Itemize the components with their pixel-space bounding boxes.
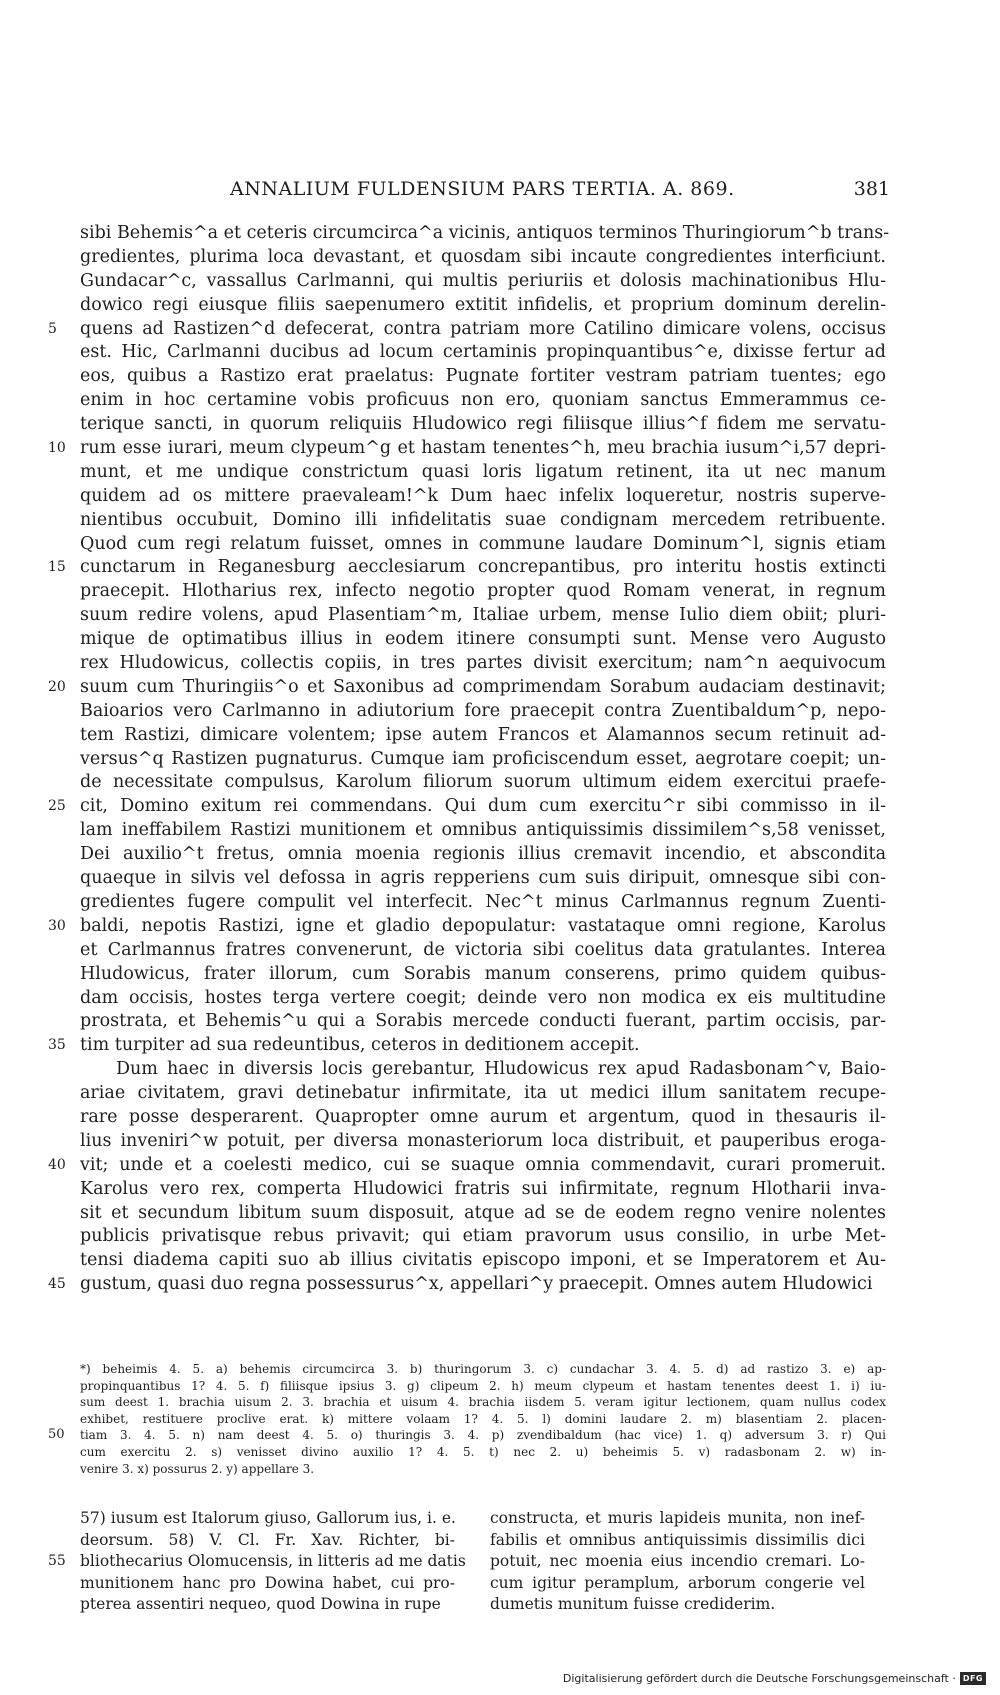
text-line [80, 270, 886, 294]
line-text: Gundacar^c, vassallus Carlmanni, qui multis periuriis et dolosis machinationibus Hlu- [80, 270, 886, 291]
text-line [80, 1249, 886, 1273]
line-number: 15 [48, 559, 66, 576]
digitization-footer [563, 1672, 986, 1685]
text-line [80, 365, 886, 389]
line-text: rum esse iurari, meum clypeum^g et hastam tenentes^h, meu brachia iusum^i,57 depri- [80, 438, 886, 459]
variant-note-line [48, 1427, 886, 1444]
text-line [80, 580, 886, 604]
line-text: munt, et me undique constrictum quasi loris ligatum retinent, ita ut nec manum [80, 461, 886, 482]
line-text: dumetis munitum fuisse crediderim. [490, 1595, 776, 1614]
commentary-line [80, 1530, 455, 1552]
text-line [80, 724, 886, 748]
text-line [48, 437, 886, 461]
text-line [80, 246, 886, 270]
line-number: 45 [48, 1276, 66, 1293]
commentary-line [490, 1594, 865, 1616]
line-text: nientibus occubuit, Domino illi infidelitatis suae condignam mercedem retribuente. [80, 509, 886, 530]
line-text: gustum, quasi duo regna possessurus^x, appellari^y praecepit. Omnes autem Hludowici [80, 1274, 873, 1295]
line-text: tem Rastizi, dimicare volentem; ipse autem Francos et Alamannos secum retinuit ad- [80, 724, 886, 745]
line-text: tensi diadema capiti suo ab illius civitatis episcopo imponi, et se Imperatorem et Au- [80, 1250, 886, 1271]
text-line [80, 222, 890, 246]
text-line [80, 867, 886, 891]
text-line [48, 318, 886, 342]
line-text: Baioarios vero Carlmanno in adiutorium fore praecepit contra Zuentibaldum^p, nepo- [80, 700, 886, 721]
text-line [80, 485, 886, 509]
text-line [80, 891, 886, 915]
line-text: gredientes fugere compulit vel interfecit. Nec^t minus Carlmannus regnum Zuenti- [80, 891, 886, 912]
text-line [80, 509, 886, 533]
variant-note-line [80, 1411, 886, 1428]
commentary-line [490, 1508, 865, 1530]
line-text: cit, Domino exitum rei commendans. Qui dum cum exercitu^r sibi commisso in il- [80, 796, 886, 817]
line-text: cunctarum in Reganesburg aecclesiarum concrepantibus, pro interitu hostis extincti [80, 557, 886, 578]
line-number: 20 [48, 678, 66, 695]
line-number: 25 [48, 798, 66, 815]
text-line [48, 915, 886, 939]
text-line [80, 1130, 886, 1154]
text-line [80, 771, 886, 795]
line-text: munitionem hanc pro Dowina habet, cui pro- [80, 1573, 455, 1592]
line-text: tim turpiter ad sua redeuntibus, ceteros in deditionem accepit. [80, 1035, 640, 1056]
line-text: 57) iusum est Italorum giuso, Gallorum ius, i. e. [80, 1509, 456, 1527]
footer-credit: Digitalisierung gefördert durch die Deutsche Forschungsgemeinschaft · [562, 1672, 956, 1685]
text-line [80, 1058, 886, 1082]
main-text-block [48, 222, 890, 1297]
variant-note-line [80, 1444, 886, 1461]
text-line [80, 1082, 886, 1106]
text-line [48, 1273, 886, 1297]
variant-note-line [80, 1394, 886, 1411]
line-text: quaeque in silvis vel defossa in agris repperiens cum suis diripuit, omnesque sibi con- [80, 868, 886, 889]
line-text: sibi Behemis^a et ceteris circumcirca^a vicinis, antiquos terminos Thuringiorum^b trans- [80, 223, 890, 243]
line-text: gredientes, plurima loca devastant, et quosdam sibi incaute congredientes interficiunt. [80, 246, 886, 267]
line-text: enim in hoc certamine vobis proficuus non ero, quoniam sanctus Emmerammus ce- [80, 390, 886, 411]
line-text: suum cum Thuringiis^o et Saxonibus ad comprimendam Sorabum audaciam destinavit; [80, 676, 886, 697]
variant-notes [48, 1361, 886, 1477]
line-text: et Carlmannus fratres convenerunt, de victoria sibi coelitus data gratulantes. Interea [80, 939, 886, 960]
line-text: exhibet, restituere proclive erat. k) mittere volaam 1? 4. 5. l) domini laudare 2. m) blasentiam 2. placen- [80, 1411, 886, 1426]
line-text: propinquantibus 1? 4. 5. f) filiisque ipsius 3. g) clipeum 2. h) meum clypeum et hastam tenentes deest 1. i) iu- [80, 1378, 886, 1393]
commentary-right-column [490, 1508, 865, 1616]
line-text: venire 3. x) possurus 2. y) appellare 3. [80, 1461, 315, 1476]
text-line [80, 963, 886, 987]
commentary-line [490, 1573, 865, 1595]
line-text: *) beheimis 4. 5. a) behemis circumcirca 3. b) thuringorum 3. c) cundachar 3. 4. 5. d) ad rastizo 3. e) ap- [80, 1362, 886, 1376]
line-number: 10 [48, 440, 66, 457]
text-line [80, 1178, 886, 1202]
line-text: de necessitate compulsus, Karolum filiorum suorum ultimum eidem exercitui praefe- [80, 772, 886, 793]
text-line [48, 795, 886, 819]
line-text: potuit, nec moenia eius incendio cremari. Lo- [490, 1552, 865, 1571]
line-text: sit et secundum libitum suum disposuit, atque ad se de eodem regno venire nolentes [80, 1202, 886, 1223]
text-line [48, 1034, 886, 1058]
text-line [48, 556, 886, 580]
text-line [80, 533, 886, 557]
text-line [80, 341, 886, 365]
commentary-line [80, 1508, 455, 1530]
text-line [80, 748, 886, 772]
line-text: tiam 3. 4. 5. n) nam deest 4. 5. o) thuringis 3. 4. p) zvendibaldum (hac vice) 1. q) adversum 3. r) Qui [80, 1428, 886, 1443]
variant-note-line [80, 1378, 886, 1395]
line-text: prostrata, et Behemis^u qui a Sorabis mercede conducti fuerant, partim occisis, par- [80, 1011, 886, 1032]
line-text: lius inveniri^w potuit, per diversa monasteriorum loca distribuit, et pauperibus eroga- [80, 1130, 886, 1151]
line-text: cum igitur peramplum, arborum congerie vel [490, 1573, 865, 1592]
line-text: vit; unde et a coelesti medico, cui se suaque omnia commendavit, curari promeruit. [80, 1154, 886, 1175]
line-text: ariae civitatem, gravi detinebatur infirmitate, ita ut medici illum sanitatem recupe- [80, 1083, 886, 1104]
commentary-line [48, 1551, 466, 1573]
line-text: Dum haec in diversis locis gerebantur, Hludowicus rex apud Radasbonam^v, Baio- [116, 1059, 886, 1080]
line-text: cum exercitu 2. s) venisset divino auxilio 1? 4. 5. t) nec 2. u) beheimis 5. v) radasbonam 2. w) in- [80, 1444, 886, 1459]
commentary-notes [48, 1508, 886, 1628]
text-line [80, 652, 886, 676]
line-text: mique de optimatibus illius in eodem itinere consumpti sunt. Mense vero Augusto [80, 629, 886, 650]
line-text: est. Hic, Carlmanni ducibus ad locum certaminis propinquantibus^e, dixisse fertur ad [80, 342, 886, 363]
commentary-left-column [48, 1508, 466, 1616]
text-line [80, 819, 886, 843]
line-number: 55 [48, 1553, 66, 1570]
line-text: Quod cum regi relatum fuisset, omnes in commune laudare Dominum^l, signis etiam [80, 533, 886, 554]
text-line [80, 939, 886, 963]
line-text: Dei auxilio^t fretus, omnia moenia regionis illius cremavit incendio, et abscondita [80, 844, 886, 865]
commentary-line [80, 1594, 455, 1616]
text-line [80, 413, 886, 437]
page-number: 381 [853, 178, 890, 200]
variant-note-line [80, 1461, 886, 1478]
variant-note-line [80, 1361, 886, 1378]
line-text: quens ad Rastizen^d defecerat, contra patriam more Catilino dimicare volens, occisus [80, 318, 886, 339]
text-line [80, 294, 886, 318]
line-text: publicis privatisque rebus privavit; qui etiam pravorum usus consilio, in urbe Met- [80, 1226, 886, 1247]
line-text: fabilis et omnibus antiquissimis dissimilis dici [490, 1530, 865, 1549]
commentary-line [80, 1573, 455, 1595]
commentary-line [490, 1530, 865, 1552]
text-line [80, 628, 886, 652]
line-text: dowico regi eiusque filiis saepenumero extitit infidelis, et proprium dominum derelin- [80, 294, 886, 315]
line-text: rare posse desperarent. Quapropter omne aurum et argentum, quod in thesauris il- [80, 1106, 886, 1127]
line-text: sum deest 1. brachia uisum 2. 3. brachia et uisum 4. brachia iisdem 5. veram igitur lectionem, quam nullus codex [80, 1395, 886, 1410]
line-number: 40 [48, 1156, 66, 1173]
line-text: pterea assentiri nequeo, quod Dowina in rupe [80, 1595, 441, 1614]
line-text: Hludowicus, frater illorum, cum Sorabis manum conserens, primo quidem quibus- [80, 963, 886, 984]
line-text: baldi, nepotis Rastizi, igne et gladio depopulatur: vastataque omni regione, Karolus [80, 915, 886, 936]
line-text: terique sancti, in quorum reliquiis Hludowico regi filiisque illius^f fidem me servatu- [80, 414, 886, 435]
text-line [80, 1010, 886, 1034]
line-text: rex Hludowicus, collectis copiis, in tres partes divisit exercitum; nam^n aequivocum [80, 653, 886, 674]
page-header [80, 178, 890, 206]
text-line [80, 1202, 886, 1226]
text-line [48, 676, 886, 700]
line-text: lam ineffabilem Rastizi munitionem et omnibus antiquissimis dissimilem^s,58 venisset, [80, 820, 886, 841]
text-line [80, 1225, 886, 1249]
text-line [80, 700, 886, 724]
line-text: versus^q Rastizen pugnaturus. Cumque iam proficiscendum esset, aegrotare coepit; un- [80, 748, 886, 769]
line-text: bliothecarius Olomucensis, in litteris ad me datis [80, 1552, 466, 1571]
text-line [80, 461, 886, 485]
text-line [80, 604, 886, 628]
commentary-line [490, 1551, 865, 1573]
line-text: quidem ad os mittere praevaleam!^k Dum haec infelix loqueretur, nostris superve- [80, 485, 886, 506]
text-line [80, 389, 886, 413]
line-number: 5 [48, 320, 57, 337]
line-text: suum redire volens, apud Plasentiam^m, Italiae urbem, mense Iulio diem obiit; pluri- [80, 605, 886, 626]
line-text: constructa, et muris lapideis munita, non inef- [490, 1509, 865, 1527]
line-text: Karolus vero rex, comperta Hludowici fratris sui infirmitate, regnum Hlotharii inva- [80, 1178, 886, 1199]
line-text: eos, quibus a Rastizo erat praelatus: Pugnate fortiter vestram patriam tuentes; ego [80, 366, 886, 387]
line-number: 50 [48, 1427, 65, 1443]
text-line [80, 843, 886, 867]
text-line [48, 1154, 886, 1178]
dfg-logo: DFG [960, 1672, 986, 1685]
running-title: ANNALIUM FULDENSIUM PARS TERTIA. A. 869. [230, 178, 735, 200]
text-line [80, 1106, 886, 1130]
line-number: 35 [48, 1037, 66, 1054]
line-text: deorsum. 58) V. Cl. Fr. Xav. Richter, bi- [80, 1530, 455, 1549]
line-number: 30 [48, 917, 66, 934]
text-line [80, 987, 886, 1011]
line-text: praecepit. Hlotharius rex, infecto negotio propter quod Romam venerat, in regnum [80, 581, 886, 602]
line-text: dam occisis, hostes terga vertere coegit; deinde vero non modica ex eis multitudine [80, 987, 886, 1008]
